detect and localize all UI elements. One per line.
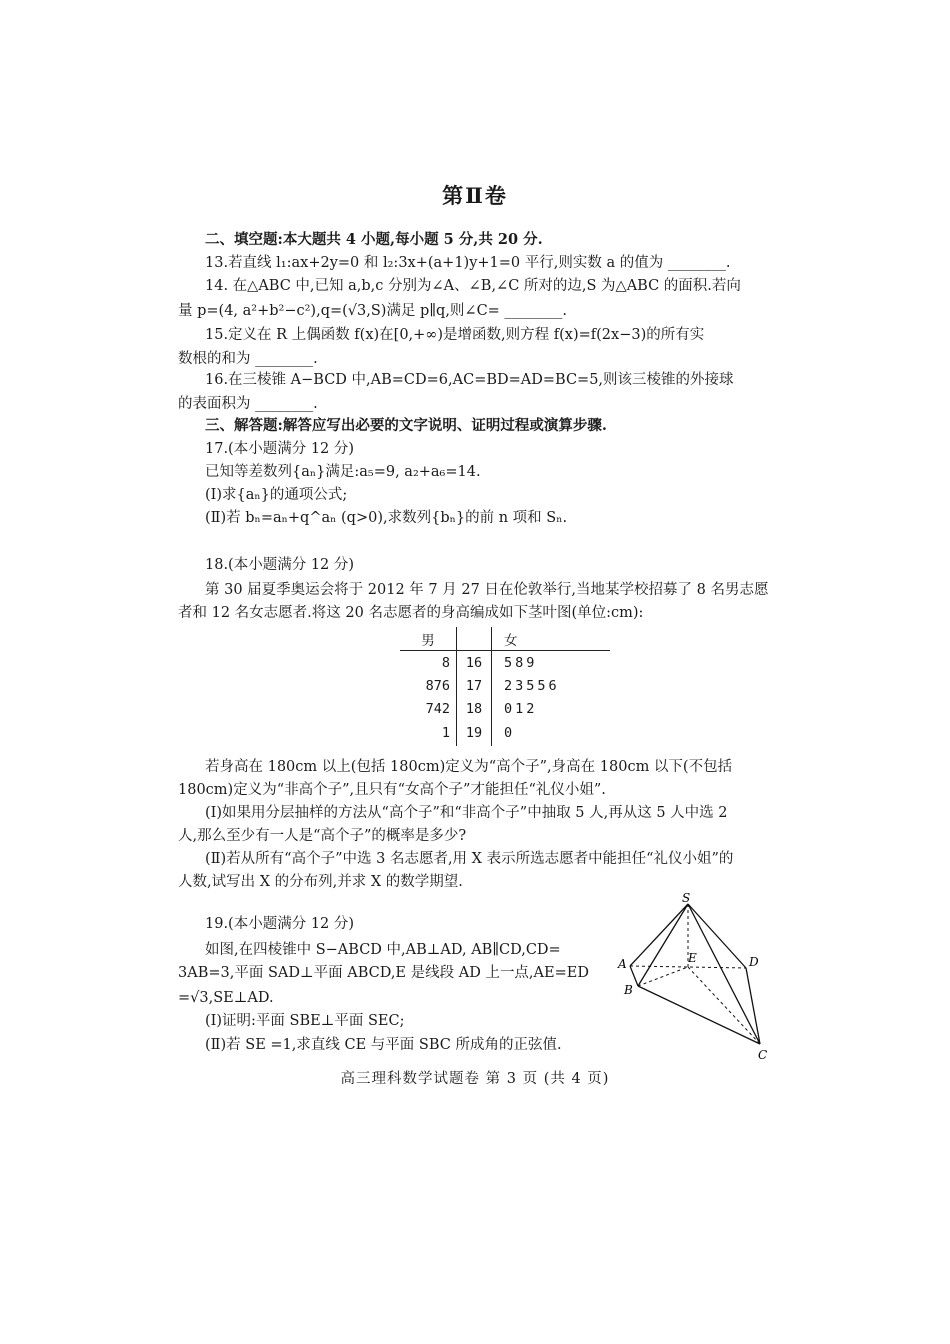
stem-leaf-table — [400, 627, 610, 746]
question-19-title: 19.(本小题满分 12 分) — [205, 916, 355, 932]
female-leaves: 23556 — [504, 677, 560, 694]
vertex-label-s: S — [682, 892, 691, 905]
vertex-label-d: D — [749, 955, 759, 969]
question-18-line2: 者和 12 名女志愿者.将这 20 名志愿者的身高编成如下茎叶图(单位:cm): — [178, 605, 644, 621]
question-18-line1: 第 30 届夏季奥运会将于 2012 年 7 月 27 日在伦敦举行,当地某学校招募了 8 名男志愿 — [205, 582, 769, 598]
question-17-part1: (Ⅰ)求{aₙ}的通项公式; — [205, 487, 348, 503]
question-18-line4: 180cm)定义为“非高个子”,且只有“女高个子”才能担任“礼仪小姐”. — [178, 782, 606, 798]
question-19-part1: (Ⅰ)证明:平面 SBE⊥平面 SEC; — [205, 1013, 405, 1029]
question-17-part2: (Ⅱ)若 bₙ=aₙ+q^aₙ (q>0),求数列{bₙ}的前 n 项和 Sₙ. — [205, 510, 568, 526]
female-leaves: 0 — [504, 725, 516, 741]
stem-leaf-header-row — [400, 627, 610, 651]
question-18-title: 18.(本小题满分 12 分) — [205, 557, 355, 573]
answer-header: 三、解答题:解答应写出必要的文字说明、证明过程或演算步骤. — [205, 417, 607, 434]
male-leaves: 8 — [441, 654, 450, 671]
female-header: 女 — [492, 627, 611, 651]
question-14-line2: 量 p=(4, a²+b²−c²),q=(√3,S)满足 p∥q,则∠C= ________. — [178, 303, 568, 319]
question-18-part1-line2: 人,那么至少有一人是“高个子”的概率是多少? — [178, 828, 467, 844]
table-row — [400, 674, 610, 697]
question-17-line1: 已知等差数列{aₙ}满足:a₅=9, a₂+a₆=14. — [205, 464, 481, 480]
question-14-line1: 14. 在△ABC 中,已知 a,b,c 分别为∠A、∠B,∠C 所对的边,S 为△ABC 的面积.若向 — [205, 278, 741, 294]
table-row — [400, 651, 610, 675]
question-19-part2: (Ⅱ)若 SE =1,求直线 CE 与平面 SBC 所成角的正弦值. — [205, 1037, 562, 1053]
vertex-label-a: A — [618, 957, 627, 971]
table-row — [400, 697, 610, 720]
vertex-label-e: E — [688, 951, 697, 965]
stem: 19 — [457, 720, 492, 746]
pyramid-figure — [612, 892, 792, 1067]
stem-header — [457, 627, 492, 651]
question-19-line2: 3AB=3,平面 SAD⊥平面 ABCD,E 是线段 AD 上一点,AE=ED — [178, 965, 589, 981]
male-leaves: 1 — [441, 725, 450, 741]
vertex-label-b: B — [624, 983, 633, 997]
question-19-line3: =√3,SE⊥AD. — [178, 990, 274, 1006]
question-19-line1: 如图,在四棱锥中 S−ABCD 中,AB⊥AD, AB∥CD,CD= — [205, 942, 561, 958]
page-title: 第Ⅱ卷 — [442, 183, 508, 208]
fill-in-header: 二、填空题:本大题共 4 小题,每小题 5 分,共 20 分. — [205, 231, 543, 248]
question-18-line3: 若身高在 180cm 以上(包括 180cm)定义为“高个子”,身高在 180cm 以下(不包括 — [205, 759, 733, 775]
male-header: 男 — [400, 627, 457, 651]
page-footer: 高三理科数学试题卷 第 3 页 (共 4 页) — [340, 1071, 610, 1087]
question-18-part1-line1: (Ⅰ)如果用分层抽样的方法从“高个子”和“非高个子”中抽取 5 人,再从这 5 人中选 2 — [205, 805, 728, 821]
male-leaves: 742 — [425, 700, 450, 717]
question-15-line1: 15.定义在 R 上偶函数 f(x)在[0,+∞)是增函数,则方程 f(x)=f(2x−3)的所有实 — [205, 327, 705, 343]
question-18-part2-line1: (Ⅱ)若从所有“高个子”中选 3 名志愿者,用 X 表示所选志愿者中能担任“礼仪小姐”的 — [205, 851, 734, 867]
question-13: 13.若直线 l₁:ax+2y=0 和 l₂:3x+(a+1)y+1=0 平行,则实数 a 的值为 ________. — [205, 255, 731, 271]
female-leaves: 012 — [504, 700, 538, 717]
question-17-title: 17.(本小题满分 12 分) — [205, 441, 355, 457]
table-row — [400, 720, 610, 746]
question-16-line2: 的表面积为 ________. — [178, 396, 318, 412]
question-18-part2-line2: 人数,试写出 X 的分布列,并求 X 的数学期望. — [178, 874, 463, 890]
question-16-line1: 16.在三棱锥 A−BCD 中,AB=CD=6,AC=BD=AD=BC=5,则该三棱锥的外接球 — [205, 372, 734, 388]
stem: 16 — [457, 651, 492, 675]
vertex-label-c: C — [758, 1048, 768, 1062]
male-leaves: 876 — [425, 677, 450, 694]
question-15-line2: 数根的和为 ________. — [178, 351, 318, 367]
stem: 18 — [457, 697, 492, 720]
female-leaves: 589 — [504, 654, 538, 671]
stem: 17 — [457, 674, 492, 697]
